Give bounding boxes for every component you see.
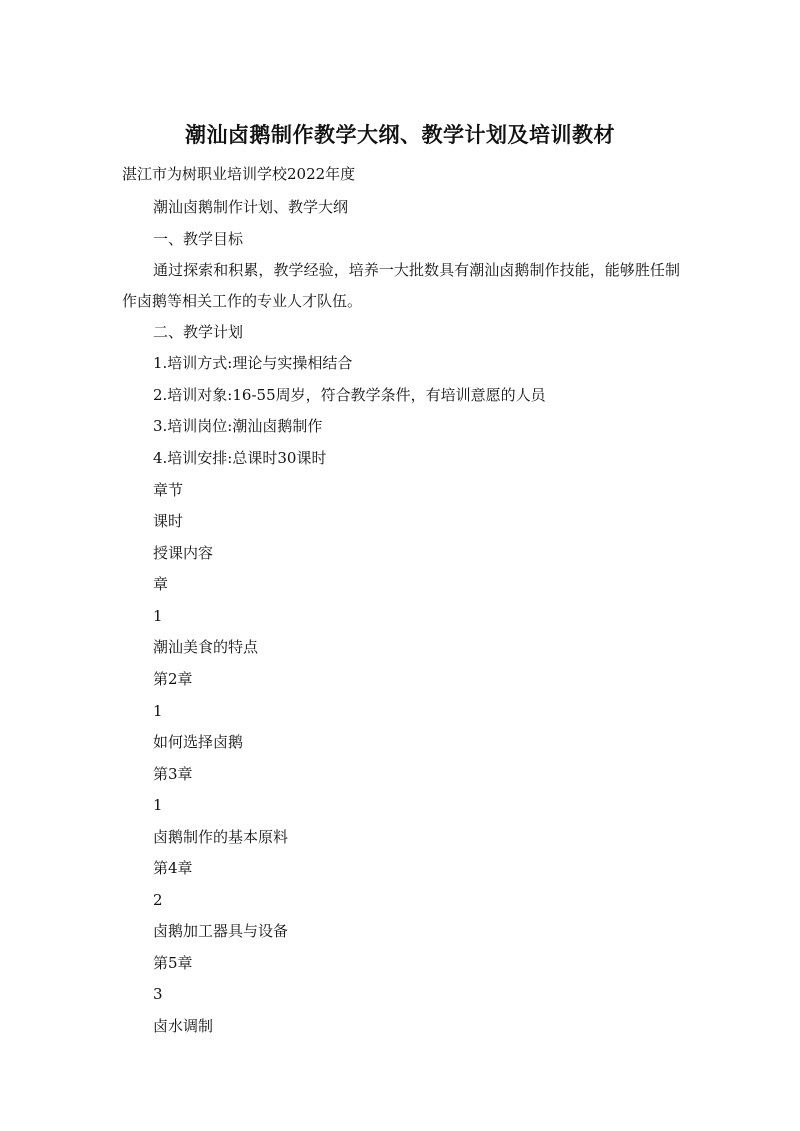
section-heading-goals: 一、教学目标 xyxy=(153,230,244,248)
goals-paragraph: 通过探索和积累，教学经验，培养一大批数具有潮汕卤鹅制作技能，能够胜任制作卤鹅等相关工作的专业人才队伍。 xyxy=(122,261,680,310)
plan-item: 3.培训岗位:潮汕卤鹅制作 xyxy=(153,417,323,435)
chapter-hours: 3 xyxy=(153,985,163,1003)
chapter-hours: 1 xyxy=(153,702,163,720)
chapter-content: 卤鹅加工器具与设备 xyxy=(153,922,289,940)
table-header-hours: 课时 xyxy=(153,512,184,530)
table-header-content: 授课内容 xyxy=(153,544,214,562)
document-title: 潮汕卤鹅制作教学大纲、教学计划及培训教材 xyxy=(185,123,615,147)
chapter-number: 章 xyxy=(153,575,169,593)
chapter-hours: 2 xyxy=(153,891,163,909)
chapter-content: 如何选择卤鹅 xyxy=(153,733,244,751)
school-line: 湛江市为树职业培训学校2022年度 xyxy=(122,165,356,183)
section-heading-plan: 二、教学计划 xyxy=(153,323,244,341)
chapter-number: 第3章 xyxy=(153,765,193,783)
chapter-number: 第4章 xyxy=(153,859,193,877)
chapter-hours: 1 xyxy=(153,796,163,814)
chapter-content: 卤鹅制作的基本原料 xyxy=(153,828,289,846)
chapter-number: 第2章 xyxy=(153,670,193,688)
chapter-content: 卤水调制 xyxy=(153,1017,214,1035)
table-header-chapter: 章节 xyxy=(153,481,184,499)
plan-item: 1.培训方式:理论与实操相结合 xyxy=(153,354,353,372)
chapter-content: 潮汕美食的特点 xyxy=(153,638,259,656)
chapter-number: 第5章 xyxy=(153,954,193,972)
plan-item: 2.培训对象:16-55周岁，符合教学条件，有培训意愿的人员 xyxy=(153,386,546,404)
chapter-hours: 1 xyxy=(153,607,163,625)
plan-heading: 潮汕卤鹅制作计划、教学大纲 xyxy=(153,198,349,216)
plan-item: 4.培训安排:总课时30课时 xyxy=(153,449,327,467)
